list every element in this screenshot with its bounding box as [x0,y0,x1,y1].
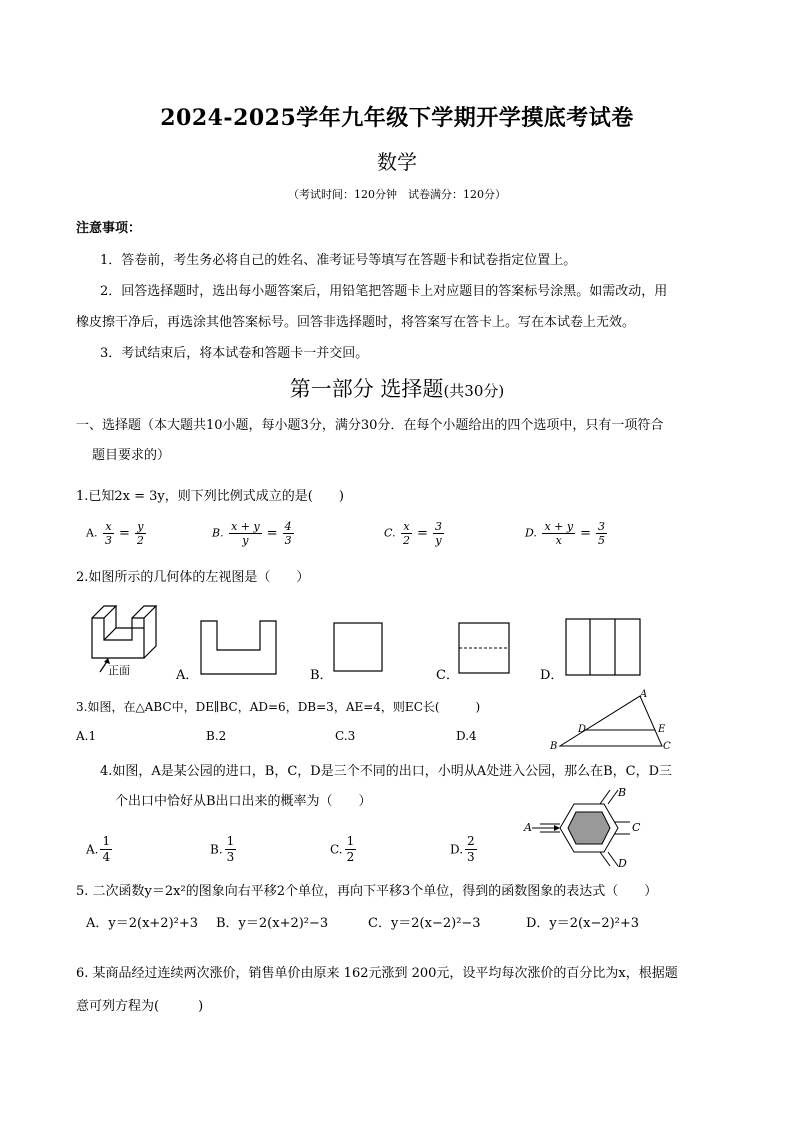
q1-b-frac1 [229,520,262,547]
section1-line1: 一、选择题（本大题共10小题，每小题3分，满分30分．在每个小题给出的四个选项中，只有一项符合 [76,418,664,433]
q3-stem: 3.如图，在△ABC中，DE∥BC，AD=6，DB=3，AE=4，则EC长( ) [76,700,481,714]
notes-heading: 注意事项： [76,221,142,236]
section1-line2: 题目要求的） [92,448,171,463]
q1-a-frac1 [103,520,114,547]
q4-a-d: 4 [102,850,111,864]
q1-b-d2: 3 [284,534,292,547]
q2-option-d-label[interactable]: D． [540,668,564,683]
q4-a-n: 1 [102,834,111,848]
q2-option-c-figure[interactable] [458,622,512,676]
q1-option-b[interactable] [212,520,296,547]
q1-b-n1: x + y [231,520,260,533]
note-2-cont: 橡皮擦干净后，再选涂其他答案标号。回答非选择题时，将答案写在答卡上。写在本试卷上无效。 [76,315,636,330]
q4-option-d[interactable] [450,834,479,865]
q1-d-eq: = [580,526,591,541]
q4-line2: 个出口中恰好从B出口出来的概率为（ ） [115,794,372,809]
q4-park-figure [530,786,660,870]
q4-a-frac [100,834,112,865]
q3-label-e: E [658,724,666,735]
part1-title-text: 第一部分 选择题 [289,377,444,401]
q3-label-a: A [640,689,648,700]
q2-option-b-figure[interactable] [333,622,385,674]
q4-b-frac [225,834,237,865]
q2-option-d-figure[interactable] [565,618,643,678]
q1-c-d2: y [435,534,442,547]
q1-option-c[interactable] [384,520,446,547]
q1-option-a[interactable] [86,520,148,547]
q3-option-b[interactable]: B.2 [206,729,227,743]
q2-option-a-figure[interactable] [200,620,280,676]
q1-a-frac2 [135,520,146,547]
note-1: 1．答卷前，考生务必将自己的姓名、准考证号等填写在答题卡和试卷指定位置上。 [100,253,577,268]
subject-title: 数学 [377,150,417,174]
q1-d-n1: x + y [544,520,574,533]
q1-a-n1: x [103,520,114,534]
q4-d-n: 2 [467,834,475,848]
q1-d-n2: 3 [597,520,605,533]
q4-line1: 4.如图，A是某公园的进口，B，C，D是三个不同的出口，小明从A处进入公园，那么在B，C，D三 [100,764,673,779]
q2-front-label: 正面 [108,664,130,677]
q5-option-d[interactable]: D．y＝2(x−2)²+3 [526,916,640,931]
q4-a-label: A. [86,842,99,857]
part1-score: (共30分) [443,382,505,400]
q1-b-d1: y [242,534,249,547]
q1-c-frac1 [401,520,412,547]
q1-a-n2: y [135,520,146,534]
q1-c-n2: 3 [434,520,442,533]
q4-label-a: A [524,821,532,834]
q4-label-d: D [618,857,627,870]
q2-option-c-label[interactable]: C． [436,668,459,683]
q1-a-d1: 3 [104,534,112,547]
q1-d-frac2 [596,520,607,547]
q4-option-c[interactable] [330,834,358,865]
q2-option-a-label[interactable]: A． [176,668,199,683]
exam-info: （考试时间：120分钟 试卷满分：120分） [288,188,506,201]
q4-b-d: 3 [226,850,235,864]
q1-d-label: D. [525,526,537,540]
q5-option-c[interactable]: C．y＝2(x−2)²−3 [368,916,481,931]
note-2: 2．回答选择题时，选出每小题答案后，用铅笔把答题卡上对应题目的答案标号涂黑。如需改动，用 [100,284,668,299]
q3-option-a[interactable]: A.1 [76,729,97,743]
q5-stem: 5. 二次函数y＝2x²的图象向右平移2个单位，再向下平移3个单位，得到的函数图象的表达式（ ） [76,884,658,899]
q1-a-d2: 2 [136,534,144,547]
q1-b-eq: = [266,526,278,541]
q1-d-frac1 [542,520,575,547]
q2-option-b-label[interactable]: B． [310,668,333,683]
q4-c-n: 1 [346,834,355,848]
q4-label-c: C [632,821,641,834]
q4-d-d: 3 [467,850,475,864]
q1-c-eq: = [417,526,428,541]
q3-label-b: B [550,741,558,752]
q4-c-d: 2 [346,850,355,864]
q4-option-a[interactable] [86,834,114,865]
q2-stem: 2.如图所示的几何体的左视图是（ ） [76,570,310,585]
exam-title: 2024-2025学年九年级下学期开学摸底考试卷 [160,105,634,131]
q4-d-frac [465,834,477,865]
q4-d-label: D. [450,842,464,857]
q5-option-a[interactable]: A．y＝2(x+2)²+3 [86,916,199,931]
q1-b-frac2 [283,520,294,547]
q5-option-b[interactable]: B．y＝2(x+2)²−3 [216,916,329,931]
q3-triangle-figure [548,690,678,754]
q1-option-d[interactable] [525,520,609,547]
q4-b-label: B. [210,842,223,857]
q3-label-d: D [578,724,587,735]
q6-line1: 6. 某商品经过连续两次涨价，销售单价由原来 162元涨到 200元，设平均每次涨价的百分比为x，根据题 [76,966,678,981]
q1-b-label: B. [212,526,224,540]
q1-c-d1: 2 [403,534,411,547]
q1-d-d1: x [555,534,562,547]
q1-stem: 1.已知2x = 3y，则下列比例式成立的是( ) [76,489,344,504]
q4-option-b[interactable] [210,834,238,865]
q1-d-d2: 5 [597,534,605,547]
q1-b-n2: 4 [284,520,292,533]
q6-line2: 意可列方程为( ) [76,999,204,1014]
q4-b-n: 1 [226,834,235,848]
part1-title [0,373,794,403]
q1-c-label: C. [384,526,396,540]
q3-option-d[interactable]: D.4 [456,729,477,743]
q1-a-label: A. [86,526,98,540]
q1-a-eq: = [118,526,130,541]
q4-c-frac [345,834,357,865]
q4-c-label: C. [330,842,343,857]
note-3: 3．考试结束后，将本试卷和答题卡一并交回。 [100,346,369,361]
q1-c-n1: x [401,520,412,534]
q4-label-b: B [618,786,627,799]
q3-option-c[interactable]: C.3 [335,729,356,743]
q3-label-c: C [663,741,671,752]
q1-c-frac2 [433,520,444,547]
